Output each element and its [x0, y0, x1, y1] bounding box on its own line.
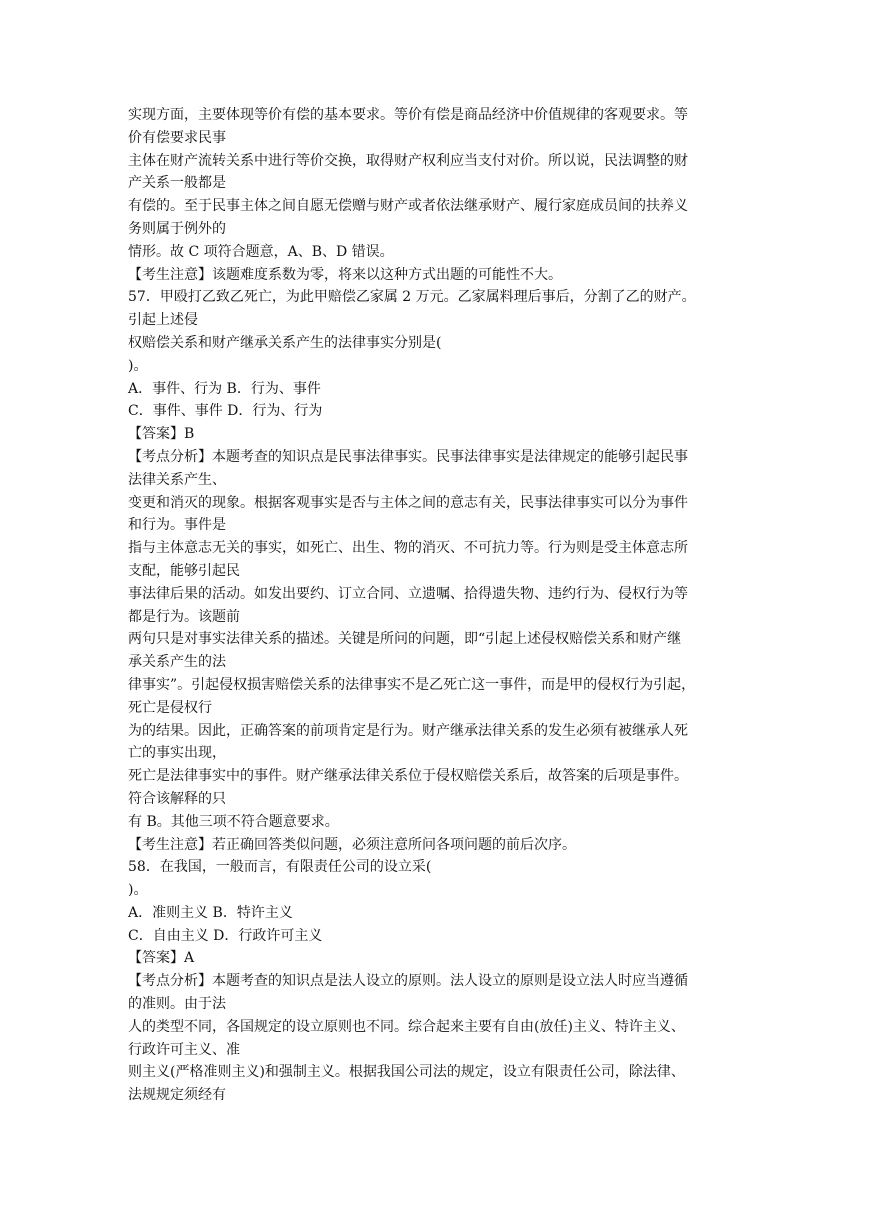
- text-line: 死亡是侵权行: [128, 699, 212, 716]
- text-line: 务则属于例外的: [128, 220, 226, 237]
- text-line: 符合该解释的只: [128, 790, 226, 807]
- text-line: 支配，能够引起民: [128, 562, 240, 579]
- question-58-stem: 58．在我国，一般而言，有限责任公司的设立采(: [128, 859, 432, 876]
- text-line: 法规规定须经有: [128, 1087, 226, 1104]
- text-line: )。: [128, 357, 148, 374]
- question-58-options-ab: A．准则主义 B．特许主义: [128, 904, 293, 921]
- text-line: 律事实”。引起侵权损害赔偿关系的法律事实不是乙死亡这一事件，而是甲的侵权行为引起，: [128, 676, 696, 693]
- analysis-line: 【考点分析】本题考查的知识点是民事法律事实。民事法律事实是法律规定的能够引起民事: [128, 448, 688, 465]
- note-line: 【考生注意】若正确回答类似问题，必须注意所问各项问题的前后次序。: [128, 836, 576, 853]
- text-line: 主体在财产流转关系中进行等价交换，取得财产权利应当支付对价。所以说，民法调整的财: [128, 152, 688, 169]
- text-line: 事法律后果的活动。如发出要约、订立合同、立遗嘱、拾得遗失物、违约行为、侵权行为等: [128, 585, 688, 602]
- text-line: 行政许可主义、准: [128, 1041, 240, 1058]
- question-57-stem: 57．甲殴打乙致乙死亡，为此甲赔偿乙家属 2 万元。乙家属料理后事后，分割了乙的财产。: [128, 289, 696, 306]
- document-page: [128, 104, 744, 1107]
- text-line: 都是行为。该题前: [128, 608, 240, 625]
- text-line: 承关系产生的法: [128, 654, 226, 671]
- text-line: 实现方面，主要体现等价有偿的基本要求。等价有偿是商品经济中价值规律的客观要求。等: [128, 107, 688, 123]
- text-line: 情形。故 C 项符合题意，A、B、D 错误。: [128, 243, 394, 260]
- note-line: 【考生注意】该题难度系数为零，将来以这种方式出题的可能性不大。: [128, 266, 562, 283]
- text-line: 的准则。由于法: [128, 996, 226, 1013]
- question-57-options-cd: C．事件、事件 D．行为、行为: [128, 403, 323, 420]
- question-57-options-ab: A．事件、行为 B．行为、事件: [128, 380, 321, 397]
- text-line: 有 B。其他三项不符合题意要求。: [128, 813, 339, 830]
- question-58-answer: 【答案】A: [128, 950, 195, 967]
- text-line: 变更和消灭的现象。根据客观事实是否与主体之间的意志有关，民事法律事实可以分为事件: [128, 494, 688, 511]
- text-line: 两句只是对事实法律关系的描述。关键是所问的问题，即“引起上述侵权赔偿关系和财产继: [128, 631, 682, 648]
- text-line: 死亡是法律事实中的事件。财产继承法律关系位于侵权赔偿关系后，故答案的后项是事件。: [128, 768, 688, 785]
- text-line: 亡的事实出现，: [128, 745, 226, 762]
- text-line: 则主义(严格准则主义)和强制主义。根据我国公司法的规定，设立有限责任公司，除法律、: [128, 1064, 685, 1081]
- text-line: 引起上述侵: [128, 312, 198, 329]
- text-line: 指与主体意志无关的事实，如死亡、出生、物的消灭、不可抗力等。行为则是受主体意志所: [128, 540, 688, 557]
- text-line: 法律关系产生、: [128, 471, 226, 488]
- text-line: 人的类型不同，各国规定的设立原则也不同。综合起来主要有自由(放任)主义、特许主义、: [128, 1018, 685, 1035]
- analysis-line: 【考点分析】本题考查的知识点是法人设立的原则。法人设立的原则是设立法人时应当遵循: [128, 973, 688, 990]
- text-line: 价有偿要求民事: [128, 129, 226, 146]
- question-58-options-cd: C．自由主义 D．行政许可主义: [128, 927, 323, 944]
- text-line: 和行为。事件是: [128, 517, 226, 534]
- text-line: 为的结果。因此，正确答案的前项肯定是行为。财产继承法律关系的发生必须有被继承人死: [128, 722, 688, 739]
- question-57-answer: 【答案】B: [128, 426, 195, 443]
- text-line: 权赔偿关系和财产继承关系产生的法律事实分别是(: [128, 334, 442, 351]
- text-line: 有偿的。至于民事主体之间自愿无偿赠与财产或者依法继承财产、履行家庭成员间的扶养义: [128, 198, 688, 215]
- text-line: 产关系一般都是: [128, 175, 226, 192]
- text-line: )。: [128, 882, 148, 899]
